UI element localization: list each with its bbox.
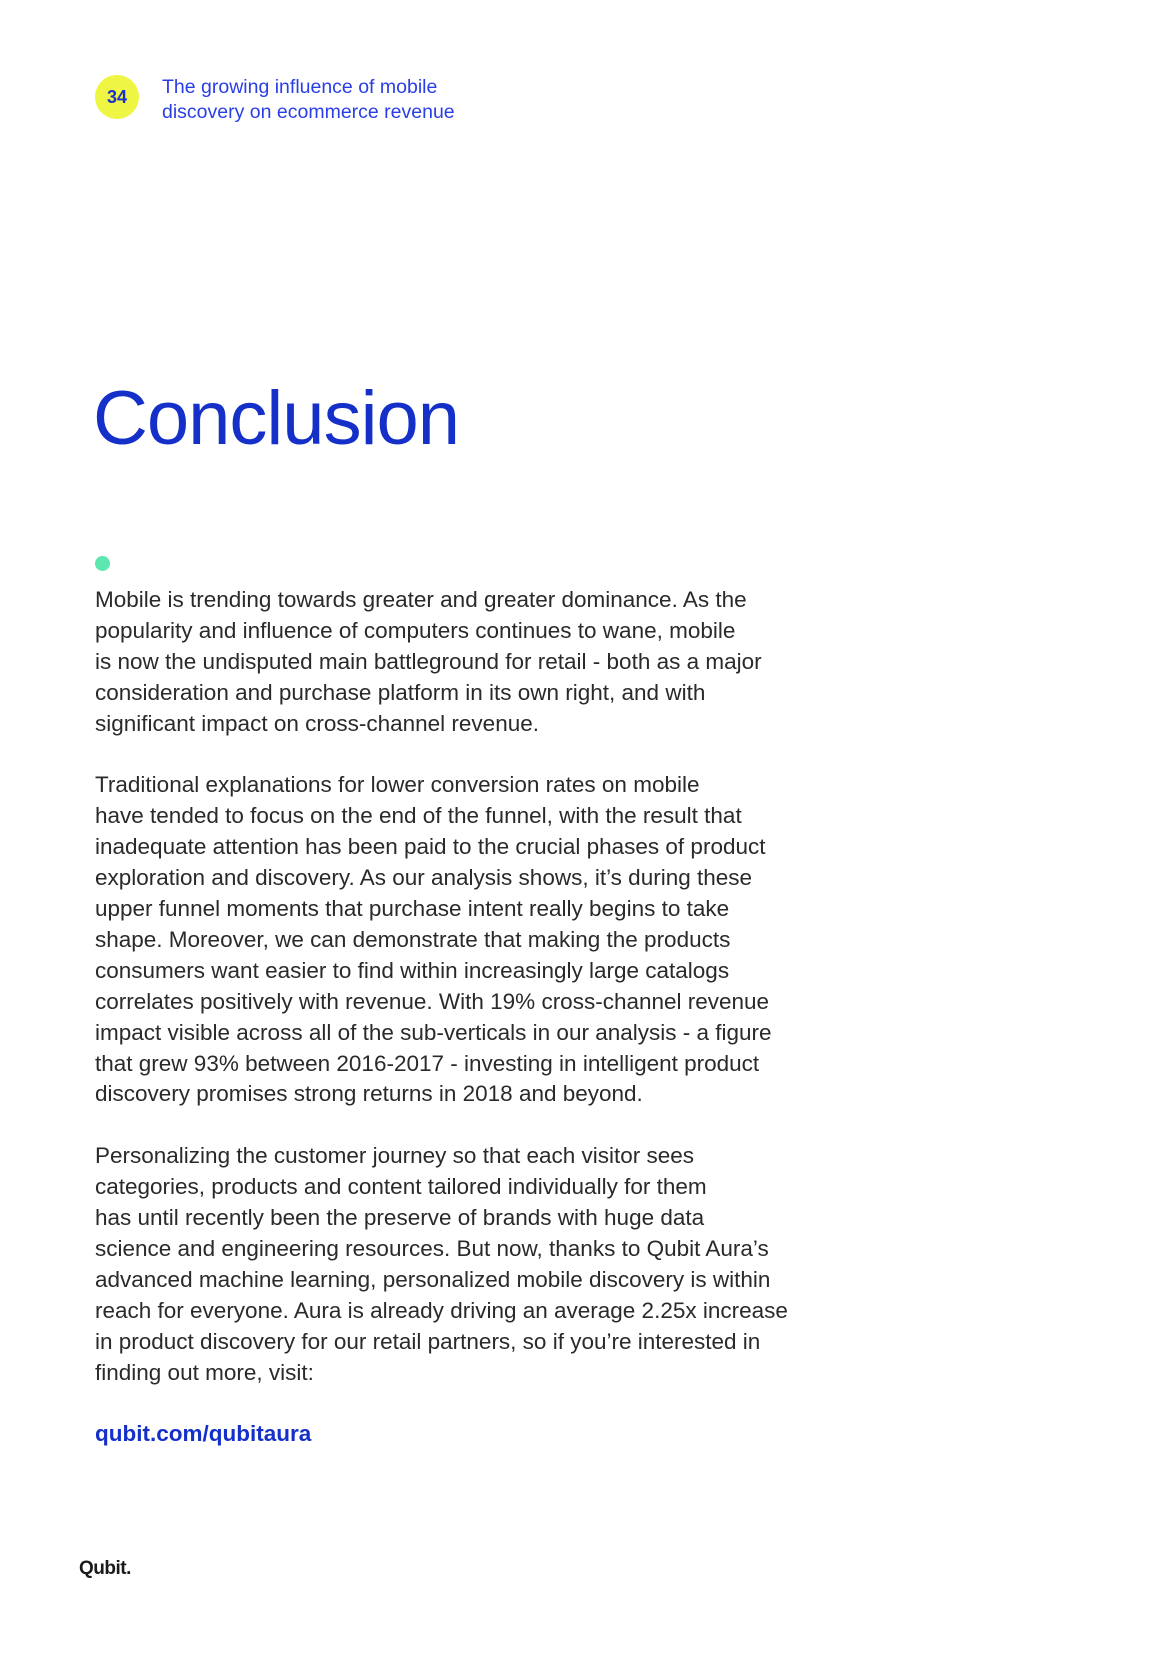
text-line: Traditional explanations for lower conversion rates on mobile xyxy=(95,772,700,798)
paragraph xyxy=(95,585,788,740)
text-line: significant impact on cross-channel revenue. xyxy=(95,710,539,736)
text-line: categories, products and content tailored individually for them xyxy=(95,1174,707,1200)
paragraph xyxy=(95,770,788,1110)
text-line: finding out more, visit: xyxy=(95,1359,314,1385)
text-line: Personalizing the customer journey so that each visitor sees xyxy=(95,1143,695,1169)
text-line: reach for everyone. Aura is already driving an average 2.25x increase xyxy=(95,1297,788,1323)
text-line: have tended to focus on the end of the funnel, with the result that xyxy=(95,803,742,829)
running-header-line: discovery on ecommerce revenue xyxy=(162,101,455,123)
text-line: in product discovery for our retail partners, so if you’re interested in xyxy=(95,1328,761,1354)
body-text xyxy=(95,585,788,1450)
text-line: exploration and discovery. As our analysis shows, it’s during these xyxy=(95,865,753,891)
text-line: discovery promises strong returns in 2018 and beyond. xyxy=(95,1081,643,1107)
text-line: consumers want easier to find within increasingly large catalogs xyxy=(95,957,730,983)
text-line: upper funnel moments that purchase intent really begins to take xyxy=(95,896,730,922)
text-line: consideration and purchase platform in its own right, and with xyxy=(95,679,706,705)
text-line: is now the undisputed main battleground for retail - both as a major xyxy=(95,648,762,674)
paragraph xyxy=(95,1141,788,1388)
running-header-line: The growing influence of mobile xyxy=(162,76,438,98)
text-line: science and engineering resources. But now, thanks to Qubit Aura’s xyxy=(95,1236,769,1261)
text-line: impact visible across all of the sub-verticals in our analysis - a figure xyxy=(95,1019,772,1045)
running-header xyxy=(162,75,455,125)
text-line: has until recently been the preserve of brands with huge data xyxy=(95,1205,705,1231)
text-line: inadequate attention has been paid to the crucial phases of product xyxy=(95,834,766,860)
text-line: that grew 93% between 2016-2017 - investing in intelligent product xyxy=(95,1050,760,1076)
text-line: Mobile is trending towards greater and greater dominance. As the xyxy=(95,587,747,612)
qubit-aura-link[interactable]: qubit.com/qubitaura xyxy=(95,1421,312,1447)
page-title: Conclusion xyxy=(93,376,459,461)
text-line: shape. Moreover, we can demonstrate that making the products xyxy=(95,926,731,952)
qubit-logo: Qubit. xyxy=(79,1558,131,1579)
text-line: advanced machine learning, personalized mobile discovery is within xyxy=(95,1266,771,1292)
page-number-badge: 34 xyxy=(95,75,139,119)
bullet-dot-decoration xyxy=(95,556,110,571)
text-line: correlates positively with revenue. With 19% cross-channel revenue xyxy=(95,988,770,1014)
text-line: popularity and influence of computers continues to wane, mobile xyxy=(95,617,736,643)
